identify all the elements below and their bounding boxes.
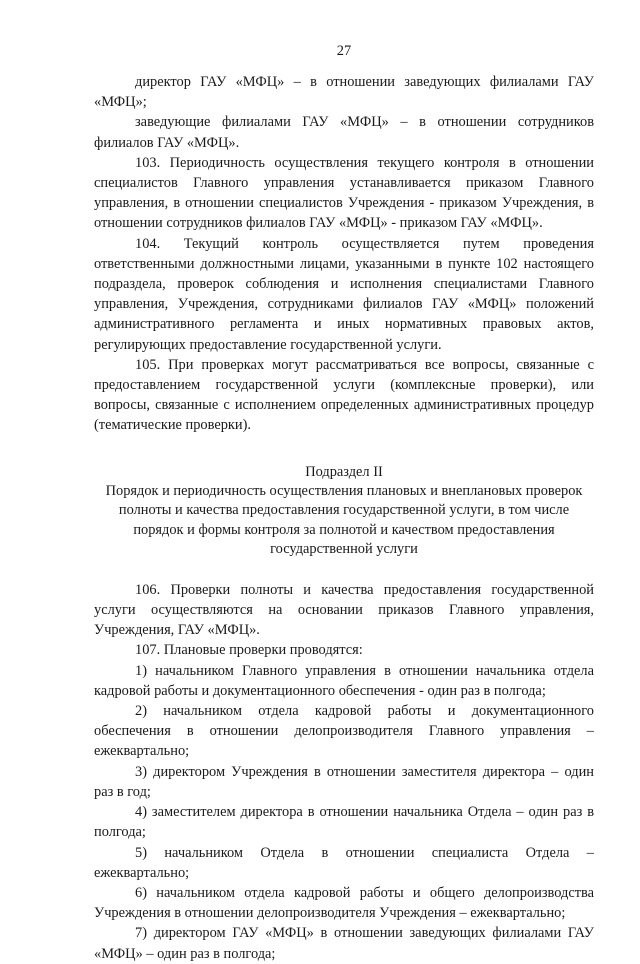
paragraph: 106. Проверки полноты и качества предоставления государственной услуги осуществляются на основании приказов Главного управления, Учреждения, ГАУ «МФЦ».	[94, 581, 594, 639]
paragraph: директор ГАУ «МФЦ» – в отношении заведующих филиалами ГАУ «МФЦ»;	[94, 74, 594, 111]
paragraph: заведующие филиалами ГАУ «МФЦ» – в отношении сотрудников филиалов ГАУ «МФЦ».	[94, 114, 594, 151]
subsection-title: Порядок и периодичность осуществления плановых и внеплановых проверок полноты и качества предоставления государственной услуги, в том числе порядок и формы контроля за полнотой и качеством предоставления государственной услуги	[105, 482, 583, 558]
list-item: 7) директором ГАУ «МФЦ» в отношении заведующих филиалами ГАУ «МФЦ» – один раз в полгода;	[94, 925, 594, 962]
bottom-paragraphs	[94, 580, 594, 964]
paragraph: 105. При проверках могут рассматриваться все вопросы, связанные с предоставлением государственной услуги (комплексные проверки), или вопросы, связанные с исполнением определенных административных процедур (тематические проверки).	[94, 356, 594, 434]
paragraph: 103. Периодичность осуществления текущего контроля в отношении специалистов Главного управления устанавливается приказом Главного управления, в отношении специалистов Учреждения - приказом Учреждения, в отношении сотрудников филиалов ГАУ «МФЦ» - приказом ГАУ «МФЦ».	[94, 154, 594, 232]
list-item: 3) директором Учреждения в отношении заместителя директора – один раз в год;	[94, 763, 594, 800]
list-item: 2) начальником отдела кадровой работы и документационного обеспечения в отношении делопроизводителя Главного управления – ежеквартально;	[94, 703, 594, 760]
top-paragraphs	[94, 72, 594, 436]
subsection-heading	[94, 462, 594, 560]
paragraph: 107. Плановые проверки проводятся:	[135, 642, 363, 659]
list-item: 4) заместителем директора в отношении начальника Отдела – один раз в полгода;	[94, 804, 594, 841]
page-number: 27	[336, 43, 352, 59]
subsection-label: Подраздел II	[305, 463, 383, 480]
list-item: 6) начальником отдела кадровой работы и общего делопроизводства Учреждения в отношении делопроизводителя Учреждения – ежеквартально;	[94, 884, 594, 922]
list-item: 5) начальником Отдела в отношении специалиста Отдела – ежеквартально;	[94, 844, 594, 881]
list-item: 1) начальником Главного управления в отношении начальника отдела кадровой работы и документационного обеспечения - один раз в полгода;	[94, 662, 594, 699]
paragraph: 104. Текущий контроль осуществляется путем проведения ответственными должностными лицами, указанными в пункте 102 настоящего подраздела, проверок соблюдения и исполнения специалистами Главного управления, Учреждения, сотрудниками филиалов ГАУ «МФЦ» положений административного регламента и иных нормативных правовых актов, регулирующих предоставление государственной услуги.	[94, 235, 594, 353]
